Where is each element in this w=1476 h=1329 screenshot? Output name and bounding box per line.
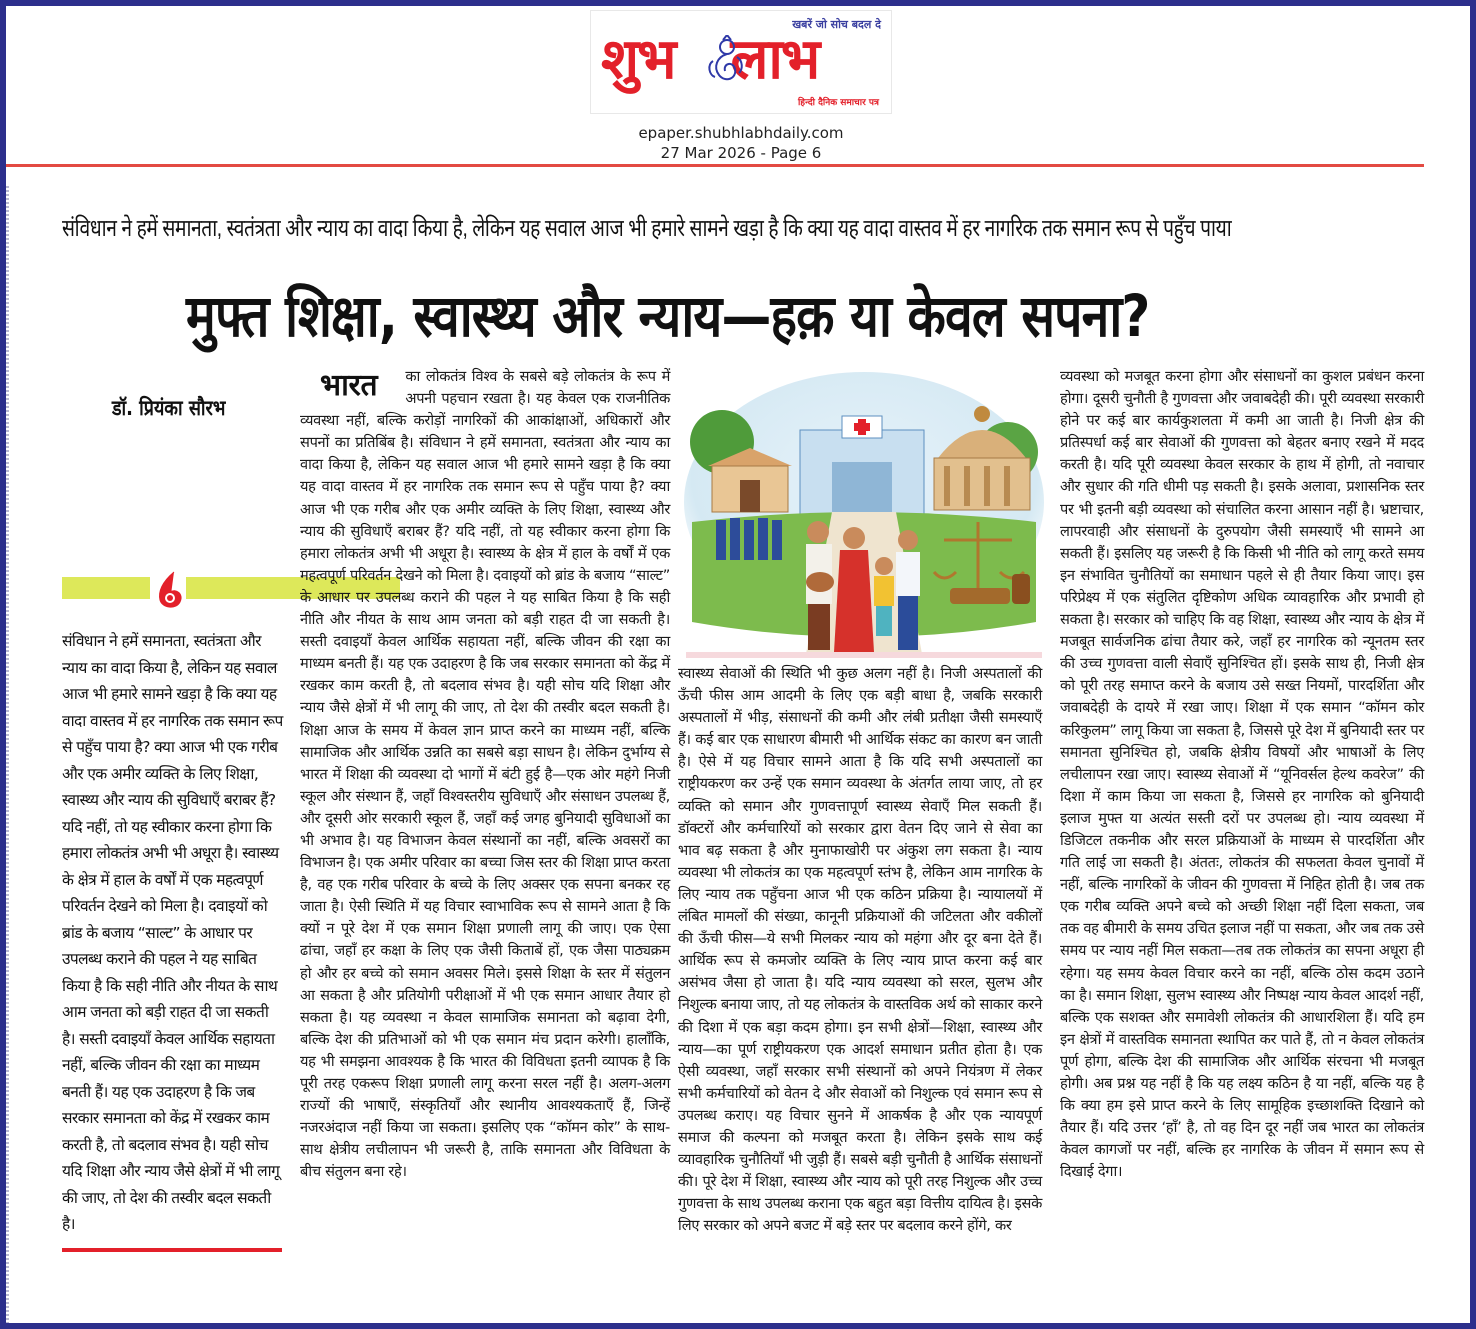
- illustration-caption-bar: [686, 652, 1042, 658]
- article-headline: मुफ्त शिक्षा, स्वास्थ्य और न्याय—हक़ या केवल सपना?: [186, 282, 1150, 350]
- illustration-scene: [682, 362, 1046, 654]
- epaper-page: [6, 6, 1470, 1323]
- logo-subtitle: हिन्दी दैनिक समाचार पत्र: [797, 98, 879, 108]
- gavel-icon: [1012, 574, 1030, 604]
- masthead-logo[interactable]: [590, 10, 892, 114]
- pullquote-bar-left: [62, 577, 150, 599]
- header-divider: [6, 164, 1424, 167]
- article-column-3: व्यवस्था को मजबूत करना होगा और संसाधनों का कुशल प्रबंधन करना होगा। दूसरी चुनौती है गुणवत्ता और जवाबदेही की। पूरी व्यवस्था सरकारी होने पर कई बार कार्यकुशलता में कमी आ जाती है। निजी क्षेत्र की प्रतिस्पर्धा कई बार सेवाओं की गुणवत्ता को बेहतर बनाए रखने में मदद करती है। यदि पूरी व्यवस्था केवल सरकार के हाथ में होगी, तो नवाचार और सुधार की गति धीमी पड़ सकती है। इसके अलावा, प्रशासनिक स्तर पर भी इतनी बड़ी व्यवस्था को संचालित करना आसान नहीं है। भ्रष्टाचार, लापरवाही और संसाधनों के दुरुपयोग जैसी समस्याएँ भी सामने आ सकती हैं। इसलिए यह जरूरी है कि किसी भी नीति को लागू करते समय इन संभावित चुनौतियों का समाधान पहले से ही तैयार किया जाए। इस परिप्रेक्ष्य में एक संतुलित दृष्टिकोण अधिक व्यावहारिक और प्रभावी हो सकता है। सरकार को चाहिए कि वह शिक्षा, स्वास्थ्य और न्याय के क्षेत्र में मजबूत सार्वजनिक ढांचा तैयार करे, जहाँ हर नागरिक को न्यूनतम स्तर की उच्च गुणवत्ता वाली सेवाएँ सुनिश्चित हों। इसके साथ ही, निजी क्षेत्र को पूरी तरह समाप्त करने के बजाय उसे सख्त नियमों, पारदर्शिता और जवाबदेही के दायरे में रखा जाए। शिक्षा में एक समान “कॉमन कोर करिकुलम” लागू किया जा सकता है, जिससे पूरे देश में बुनियादी स्तर पर समानता सुनिश्चित हो, जबकि क्षेत्रीय विषयों और भाषाओं के लिए लचीलापन रखा जाए। स्वास्थ्य सेवाओं में “यूनिवर्सल हेल्थ कवरेज” की दिशा में काम किया जा सकता है, जिससे हर नागरिक को बुनियादी इलाज मुफ्त या अत्यंत सस्ती दरों पर उपलब्ध हो। न्याय व्यवस्था में डिजिटल तकनीक और सरल प्रक्रियाओं के माध्यम से पारदर्शिता और गति लाई जा सकती है। अंततः, लोकतंत्र की सफलता केवल चुनावों में नहीं, बल्कि नागरिकों के जीवन की गुणवत्ता में निहित होती है। जब तक एक गरीब व्यक्ति अपने बच्चे को अच्छी शिक्षा नहीं दिला सकता, जब तक वह बीमारी के समय उचित इलाज नहीं पा सकता, और जब तक उसे समय पर न्याय नहीं मिल सकता—तब तक लोकतंत्र का सपना अधूरा ही रहेगा। यह समय केवल विचार करने का नहीं, बल्कि ठोस कदम उठाने का है। समान शिक्षा, सुलभ स्वास्थ्य और निष्पक्ष न्याय केवल आदर्श नहीं, बल्कि एक सशक्त और समावेशी लोकतंत्र की आधारशिला हैं। यदि हम इन क्षेत्रों में वास्तविक समानता स्थापित कर पाते हैं, तो न केवल लोकतंत्र पूर्ण होगा, बल्कि देश की सामाजिक और आर्थिक संरचना भी मजबूत होगी। अब प्रश्न यह नहीं है कि यह लक्ष्य कठिन है या नहीं, बल्कि यह है कि क्या हम इसे प्राप्त करने के लिए सामूहिक इच्छाशक्ति दिखाने को तैयार हैं। यदि उत्तर ‘हाँ’ है, तो वह दिन दूर नहीं जब भारत का लोकतंत्र केवल कागजों पर नहीं, बल्कि हर नागरिक के जीवन में समान रूप से दिखाई देगा।: [1060, 368, 1424, 1181]
- date-page-label: 27 Mar 2026 - Page 6: [660, 144, 822, 162]
- article-column-1: [300, 366, 670, 1183]
- column-1-text: का लोकतंत्र विश्व के सबसे बड़े लोकतंत्र के रूप में अपनी पहचान रखता है। यह केवल एक राजनीतिक व्यवस्था नहीं, बल्कि करोड़ों नागरिकों की आकांक्षाओं, अधिकारों और सपनों का प्रतिबिंब है। संविधान ने हमें समानता, स्वतंत्रता और न्याय का वादा किया है, लेकिन यह सवाल आज भी हमारे सामने खड़ा है कि क्या यह वादा वास्तव में हर नागरिक तक समान रूप से पहुँच पाया है? क्या आज भी एक गरीब और एक अमीर व्यक्ति के लिए शिक्षा, स्वास्थ्य और न्याय की सुविधाएँ बराबर हैं? यदि नहीं, तो यह स्वीकार करना होगा कि हमारा लोकतंत्र अभी भी अधूरा है। स्वास्थ्य के क्षेत्र में हाल के वर्षों में एक महत्वपूर्ण परिवर्तन देखने को मिला है। दवाइयों को ब्रांड के बजाय “साल्ट” के आधार पर उपलब्ध कराने की पहल ने यह साबित किया है कि सही नीति और नीयत के साथ आम जनता को बड़ी राहत दी जा सकती है। सस्ती दवाइयाँ केवल आर्थिक सहायता नहीं, बल्कि जीवन की रक्षा का माध्यम बनती हैं। यह एक उदाहरण है कि जब सरकार समानता को केंद्र में रखकर काम करती है, तो बदलाव संभव है। यही सोच यदि शिक्षा और न्याय जैसे क्षेत्रों में भी लागू की जाए, तो देश की तस्वीर बदल सकती है। शिक्षा आज के समय में केवल ज्ञान प्राप्त करने का माध्यम नहीं, बल्कि सामाजिक और आर्थिक उन्नति का सबसे बड़ा साधन है। लेकिन दुर्भाग्य से भारत में शिक्षा की व्यवस्था दो भागों में बंटी हुई है—एक ओर महंगे निजी स्कूल और संस्थान हैं, जहाँ विश्वस्तरीय सुविधाएँ और संसाधन उपलब्ध हैं, और दूसरी ओर सरकारी स्कूल हैं, जहाँ कई जगह बुनियादी सुविधाओं का भी अभाव है। यह विभाजन केवल संस्थानों का नहीं, बल्कि अवसरों का विभाजन है। एक अमीर परिवार का बच्चा जिस स्तर की शिक्षा प्राप्त करता है, वह एक गरीब परिवार के बच्चे के लिए अक्सर एक सपना बनकर रह जाता है। ऐसी स्थिति में यह विचार स्वाभाविक रूप से सामने आता है कि क्यों न पूरे देश में एक समान शिक्षा प्रणाली लागू की जाए। एक ऐसा ढांचा, जहाँ हर कक्षा के लिए एक जैसी किताबें हों, एक जैसा पाठ्यक्रम हो और हर बच्चे को समान अवसर मिले। इससे शिक्षा के स्तर में संतुलन आ सकता है और प्रतियोगी परीक्षाओं में भी एक समान आधार तैयार हो सकता है। यह व्यवस्था न केवल सामाजिक समानता को बढ़ावा देगी, बल्कि देश की प्रतिभाओं को भी एक समान मंच प्रदान करेगी। हालाँकि, यह भी समझना आवश्यक है कि भारत की विविधता इतनी व्यापक है कि पूरी तरह एकरूप शिक्षा प्रणाली लागू करना सरल नहीं है। अलग-अलग राज्यों की भाषाएँ, संस्कृतियाँ और स्थानीय आवश्यकताएँ हैं, जिन्हें नजरअंदाज नहीं किया जा सकता। इसलिए एक “कॉमन कोर” के साथ-साथ क्षेत्रीय लचीलापन भी जरूरी है, ताकि समानता और विविधता के बीच संतुलन बना रहे।: [300, 368, 670, 1181]
- quote-drop-icon: [154, 570, 184, 610]
- dropcap-word: भारत: [320, 368, 378, 403]
- logo-word-2: लाभ: [730, 26, 819, 92]
- article-illustration: [682, 362, 1046, 654]
- article-column-2: स्वास्थ्य सेवाओं की स्थिति भी कुछ अलग नहीं है। निजी अस्पतालों की ऊँची फीस आम आदमी के लिए एक बड़ी बाधा है, जबकि सरकारी अस्पतालों में भीड़, संसाधनों की कमी और लंबी प्रतीक्षा जैसी समस्याएँ हैं। कई बार एक साधारण बीमारी भी आर्थिक संकट का कारण बन जाती है। ऐसे में यह विचार सामने आता है कि यदि सभी अस्पतालों का राष्ट्रीयकरण कर उन्हें एक समान व्यवस्था के अंतर्गत लाया जाए, तो हर व्यक्ति को समान और गुणवत्तापूर्ण स्वास्थ्य सेवाएँ मिल सकती हैं। डॉक्टरों और कर्मचारियों को सरकार द्वारा वेतन दिए जाने से सेवा का भाव बढ़ सकता है और मुनाफाखोरी पर अंकुश लग सकता है। न्याय व्यवस्था भी लोकतंत्र का एक महत्वपूर्ण स्तंभ है, लेकिन आम नागरिक के लिए न्याय तक पहुँचना आज भी एक कठिन प्रक्रिया है। न्यायालयों में लंबित मामलों की संख्या, कानूनी प्रक्रियाओं की जटिलता और वकीलों की ऊँची फीस—ये सभी मिलकर न्याय को महंगा और दूर बना देते हैं। आर्थिक रूप से कमजोर व्यक्ति के लिए न्याय प्राप्त करना कई बार असंभव जैसा हो जाता है। यदि न्याय व्यवस्था को सरल, सुलभ और निशुल्क बनाया जाए, तो यह लोकतंत्र के वास्तविक अर्थ को साकार करने की दिशा में एक बड़ा कदम होगा। इन सभी क्षेत्रों—शिक्षा, स्वास्थ्य और न्याय—का पूर्ण राष्ट्रीयकरण एक आदर्श समाधान प्रतीत होता है। एक ऐसी व्यवस्था, जहाँ सरकार सभी संस्थानों को अपने नियंत्रण में लेकर सभी कर्मचारियों को वेतन दे और सेवाओं को निशुल्क एवं समान रूप से उपलब्ध कराए। यह विचार सुनने में आकर्षक है और एक न्यायपूर्ण समाज की कल्पना को मजबूत करता है। लेकिन इसके साथ कई व्यावहारिक चुनौतियाँ भी जुड़ी हैं। सबसे बड़ी चुनौती है आर्थिक संसाधनों की। पूरे देश में शिक्षा, स्वास्थ्य और न्याय को पूरी तरह निशुल्क और उच्च गुणवत्ता के साथ उपलब्ध कराना एक बहुत बड़ा वित्तीय दायित्व है। इसके लिए सरकार को अपने बजट में बड़े स्तर पर बदलाव करने होंगे, कर: [678, 665, 1042, 1235]
- site-url[interactable]: epaper.shubhlabhdaily.com: [638, 124, 844, 142]
- logo-tagline: खबरें जो सोच बदल दे: [792, 18, 881, 31]
- pullquote-text: संविधान ने हमें समानता, स्वतंत्रता और न्याय का वादा किया है, लेकिन यह सवाल आज भी हमारे सामने खड़ा है कि क्या यह वादा वास्तव में हर नागरिक तक समान रूप से पहुँच पाया है? क्या आज भी एक गरीब और एक अमीर व्यक्ति के लिए शिक्षा, स्वास्थ्य और न्याय की सुविधाएँ बराबर हैं? यदि नहीं, तो यह स्वीकार करना होगा कि हमारा लोकतंत्र अभी भी अधूरा है। स्वास्थ्य के क्षेत्र में हाल के वर्षों में एक महत्वपूर्ण परिवर्तन देखने को मिला है। दवाइयों को ब्रांड के बजाय “साल्ट” के आधार पर उपलब्ध कराने की पहल ने यह साबित किया है कि सही नीति और नीयत के साथ आम जनता को बड़ी राहत दी जा सकती है। सस्ती दवाइयाँ केवल आर्थिक सहायता नहीं, बल्कि जीवन की रक्षा का माध्यम बनती हैं। यह एक उदाहरण है कि जब सरकार समानता को केंद्र में रखकर काम करती है, तो बदलाव संभव है। यही सोच यदि शिक्षा और न्याय जैसे क्षेत्रों में भी लागू की जाए, तो देश की तस्वीर बदल सकती है।: [62, 632, 283, 1233]
- pullquote-rule: [62, 1248, 282, 1252]
- ganesh-icon: [703, 35, 747, 87]
- author-byline: डॉ. प्रियंका सौरभ: [112, 396, 226, 420]
- family-icon: [806, 521, 920, 652]
- article-kicker: संविधान ने हमें समानता, स्वतंत्रता और न्याय का वादा किया है, लेकिन यह सवाल आज भी हमारे सामने खड़ा है कि क्या यह वादा वास्तव में हर नागरिक तक समान रूप से पहुँच पाया: [62, 215, 1232, 242]
- logo-word-1: शुभ: [601, 26, 675, 92]
- left-dotted-border: [6, 186, 9, 1323]
- students-icon: [716, 518, 782, 560]
